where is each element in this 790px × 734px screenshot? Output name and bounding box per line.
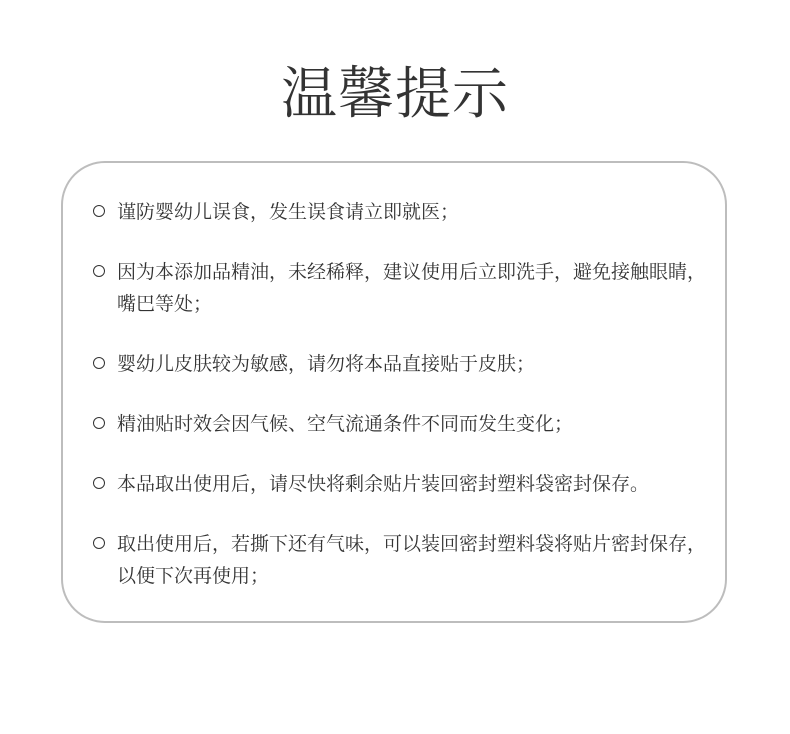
tip-text: 谨防婴幼儿误食，发生误食请立即就医； <box>117 201 460 223</box>
list-item <box>93 528 713 592</box>
tip-text: 婴幼儿皮肤较为敏感，请勿将本品直接贴于皮肤； <box>117 353 536 375</box>
list-item <box>93 468 713 500</box>
circle-bullet-icon <box>93 265 105 277</box>
circle-bullet-icon <box>93 357 105 369</box>
tips-list <box>93 196 713 620</box>
tip-text: 精油贴时效会因气候、空气流通条件不同而发生变化； <box>117 413 574 435</box>
list-item <box>93 348 713 380</box>
list-item <box>93 408 713 440</box>
circle-bullet-icon <box>93 477 105 489</box>
circle-bullet-icon <box>93 537 105 549</box>
tip-text: 本品取出使用后，请尽快将剩余贴片装回密封塑料袋密封保存。 <box>117 473 650 495</box>
tip-text: 因为本添加品精油，未经稀释，建议使用后立即洗手，避免接触眼睛，嘴巴等处； <box>117 261 707 315</box>
circle-bullet-icon <box>93 417 105 429</box>
page-title: 温馨提示 <box>281 62 509 127</box>
list-item <box>93 256 713 320</box>
circle-bullet-icon <box>93 205 105 217</box>
tip-text: 取出使用后，若撕下还有气味，可以装回密封塑料袋将贴片密封保存，以便下次再使用； <box>117 533 707 587</box>
list-item <box>93 196 713 228</box>
